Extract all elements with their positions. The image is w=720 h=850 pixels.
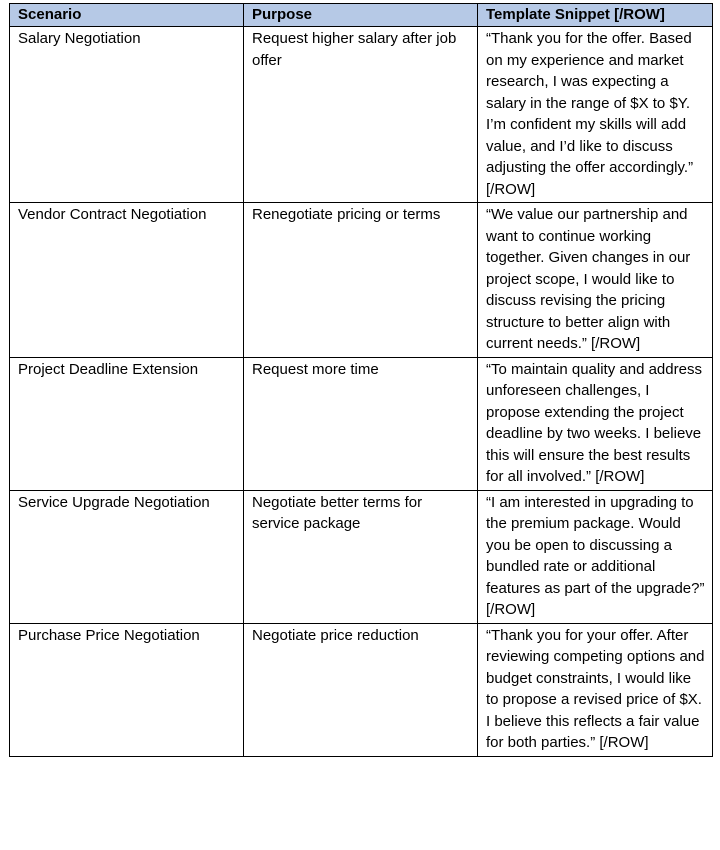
- cell-template-snippet: “Thank you for the offer. Based on my experience and market research, I was expecting a salary in the range of $X to $Y. I’m confident my skills will add value, and I’d like to discuss adjusting the offer accordingly.” [/ROW]: [478, 27, 713, 203]
- cell-purpose: Renegotiate pricing or terms: [244, 203, 478, 358]
- table-row: [10, 490, 713, 623]
- cell-template-snippet: “Thank you for your offer. After reviewing competing options and budget constraints, I would like to propose a revised price of $X. I believe this reflects a fair value for both parties.” [/ROW]: [478, 623, 713, 756]
- cell-template-snippet: “I am interested in upgrading to the premium package. Would you be open to discussing a bundled rate or additional features as part of the upgrade?” [/ROW]: [478, 490, 713, 623]
- table-row: [10, 357, 713, 490]
- cell-scenario: Vendor Contract Negotiation: [10, 203, 244, 358]
- negotiation-table-container: [9, 3, 712, 757]
- cell-purpose: Negotiate price reduction: [244, 623, 478, 756]
- cell-scenario: Purchase Price Negotiation: [10, 623, 244, 756]
- header-template-snippet: Template Snippet [/ROW]: [478, 4, 713, 27]
- cell-purpose: Request more time: [244, 357, 478, 490]
- cell-scenario: Salary Negotiation: [10, 27, 244, 203]
- header-purpose: Purpose: [244, 4, 478, 27]
- table-row: [10, 623, 713, 756]
- header-scenario: Scenario: [10, 4, 244, 27]
- cell-purpose: Request higher salary after job offer: [244, 27, 478, 203]
- cell-template-snippet: “To maintain quality and address unforeseen challenges, I propose extending the project deadline by two weeks. I believe this will ensure the best results for all involved.” [/ROW]: [478, 357, 713, 490]
- negotiation-templates-table: [9, 3, 713, 757]
- table-header-row: [10, 4, 713, 27]
- cell-scenario: Service Upgrade Negotiation: [10, 490, 244, 623]
- table-row: [10, 203, 713, 358]
- cell-template-snippet: “We value our partnership and want to continue working together. Given changes in our project scope, I would like to discuss revising the pricing structure to better align with current needs.” [/ROW]: [478, 203, 713, 358]
- cell-purpose: Negotiate better terms for service package: [244, 490, 478, 623]
- cell-scenario: Project Deadline Extension: [10, 357, 244, 490]
- table-row: [10, 27, 713, 203]
